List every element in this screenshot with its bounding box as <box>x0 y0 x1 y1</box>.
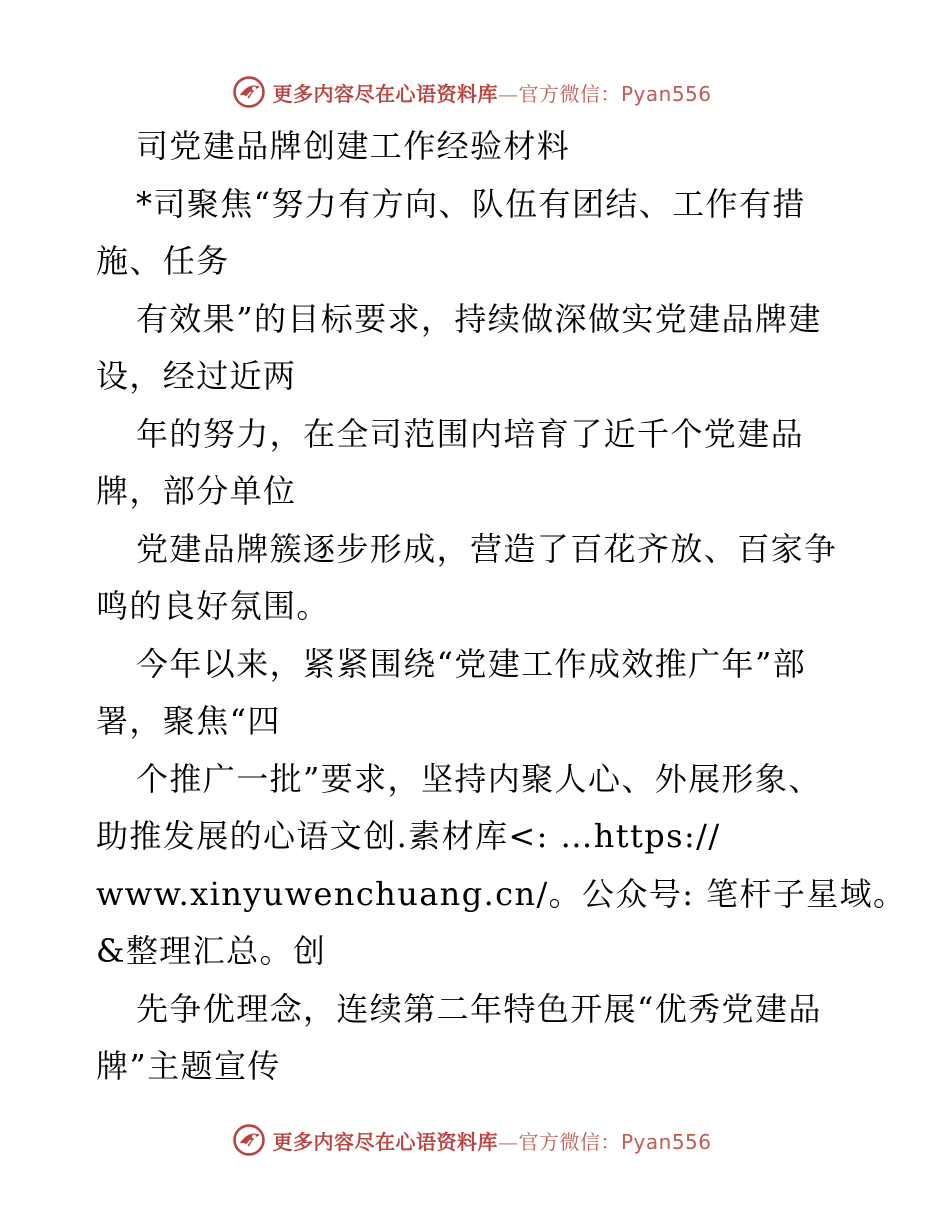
document-title: 司党建品牌创建工作经验材料 <box>136 127 571 165</box>
paragraph-line: 今年以来，紧紧围绕“党建工作成效推广年”部 <box>136 644 807 683</box>
watermark-text: 更多内容尽在心语资料库 <box>272 81 498 106</box>
pen-logo-icon <box>232 1123 266 1157</box>
watermark-dash: — <box>497 81 519 106</box>
paragraph-line: 党建品牌簇逐步形成，营造了百花齐放、百家争 <box>136 529 838 568</box>
footer-watermark <box>0 1120 950 1160</box>
paragraph-line: 牌”主题宣传 <box>96 1047 281 1085</box>
paragraph-line: 有效果”的目标要求，持续做深做实党建品牌建 <box>136 299 822 338</box>
paragraph-line: 年的努力，在全司范围内培育了近千个党建品 <box>136 414 805 453</box>
paragraph-line: 牌，部分单位 <box>96 472 297 510</box>
paragraph-line: 先争优理念，连续第二年特色开展“优秀党建品 <box>136 989 822 1028</box>
document-body <box>96 118 907 1096</box>
watermark-text: 更多内容尽在心语资料库 <box>272 1129 498 1154</box>
watermark-wechat-id: Pyan556 <box>620 81 712 106</box>
paragraph-line: *司聚焦“努力有方向、队伍有团结、工作有措 <box>136 184 806 223</box>
paragraph-line: 署，聚焦“四 <box>96 702 281 740</box>
paragraph-line: 鸣的良好氛围。 <box>96 587 330 625</box>
paragraph-line: www.xinyuwenchuang.cn/。公众号: 笔杆子星域。 <box>96 874 907 913</box>
watermark-wechat-label: 官方微信： <box>518 1129 621 1154</box>
header-watermark <box>0 72 950 112</box>
pen-logo-icon <box>232 75 266 109</box>
paragraph-line: 助推发展的心语文创.素材库<: …https:// <box>96 817 721 855</box>
watermark-dash: — <box>497 1129 519 1154</box>
paragraph-line: 设，经过近两 <box>96 357 297 395</box>
paragraph-line: &整理汇总。创 <box>96 932 327 970</box>
paragraph-line: 施、任务 <box>96 242 230 280</box>
watermark-wechat-id: Pyan556 <box>620 1129 712 1154</box>
watermark-wechat-label: 官方微信： <box>518 81 621 106</box>
paragraph-line: 个推广一批”要求，坚持内聚人心、外展形象、 <box>136 759 822 798</box>
